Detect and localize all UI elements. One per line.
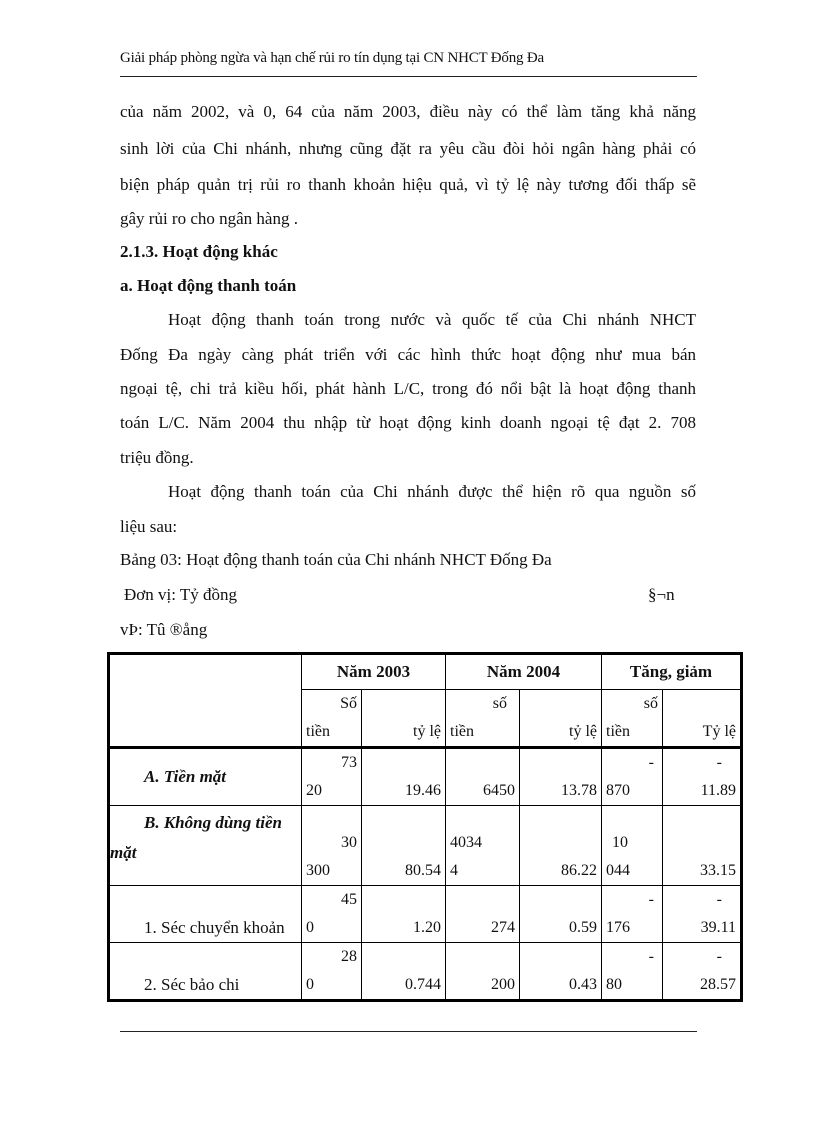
body-line: Hoạt động thanh toán trong nước và quốc tế của Chi nhánh NHCT bbox=[168, 310, 696, 329]
unit-label: Đơn vị: Tỷ đồng bbox=[124, 585, 238, 604]
running-header: Giải pháp phòng ngừa và hạn chế rủi ro tín dụng tại CN NHCT Đống Đa bbox=[120, 50, 544, 66]
subheader-amount-2004: số tiền bbox=[446, 690, 520, 748]
ratio-2003: 19.46 bbox=[362, 748, 446, 806]
ratio-change: - 39.11 bbox=[663, 886, 742, 943]
table-row bbox=[109, 886, 742, 943]
body-line: ngoại tệ, chi trả kiều hối, phát hành L/C, trong đó nổi bật là hoạt động thanh bbox=[120, 379, 696, 398]
ratio-2003: 0.744 bbox=[362, 943, 446, 1001]
unit-label-garbled-continued: vÞ: Tû ®ång bbox=[120, 620, 208, 639]
year-header-2004: Năm 2004 bbox=[446, 654, 602, 690]
unit-label-garbled: §¬n bbox=[648, 585, 675, 604]
ratio-change: - 28.57 bbox=[663, 943, 742, 1001]
subheader-ratio-2004: tỷ lệ bbox=[520, 690, 602, 748]
subheader-ratio-2003: tỷ lệ bbox=[362, 690, 446, 748]
body-line: Hoạt động thanh toán của Chi nhánh được thể hiện rõ qua nguồn số bbox=[168, 482, 696, 501]
year-header-change: Tăng, giảm bbox=[602, 654, 742, 690]
row-label: A. Tiền mặt bbox=[109, 748, 302, 806]
subheader-amount-2003: Số tiền bbox=[302, 690, 362, 748]
amount-2004: 4034 4 bbox=[446, 806, 520, 886]
body-line: liệu sau: bbox=[120, 517, 178, 536]
row-label: 1. Séc chuyển khoản bbox=[109, 886, 302, 943]
footer-rule bbox=[120, 1031, 697, 1032]
body-line: triệu đồng. bbox=[120, 448, 194, 467]
amount-2003: 73 20 bbox=[302, 748, 362, 806]
table-row bbox=[109, 806, 742, 886]
ratio-2004: 13.78 bbox=[520, 748, 602, 806]
header-rule bbox=[120, 76, 697, 77]
section-heading: 2.1.3. Hoạt động khác bbox=[120, 242, 278, 261]
amount-2004: 200 bbox=[446, 943, 520, 1001]
table-row bbox=[109, 943, 742, 1001]
year-header-2003: Năm 2003 bbox=[302, 654, 446, 690]
table-corner-cell bbox=[109, 654, 302, 748]
ratio-2004: 0.43 bbox=[520, 943, 602, 1001]
amount-2003: 30 300 bbox=[302, 806, 362, 886]
table-row bbox=[109, 748, 742, 806]
body-line: sinh lời của Chi nhánh, nhưng cũng đặt ra yêu cầu đòi hỏi ngân hàng phải có bbox=[120, 139, 696, 158]
payment-activity-table bbox=[107, 652, 743, 1002]
ratio-2003: 1.20 bbox=[362, 886, 446, 943]
body-line: Đống Đa ngày càng phát triển với các hình thức hoạt động như mua bán bbox=[120, 345, 696, 364]
amount-2003: 45 0 bbox=[302, 886, 362, 943]
row-label: B. Không dùng tiền mặt bbox=[109, 806, 302, 886]
amount-2003: 28 0 bbox=[302, 943, 362, 1001]
table-caption: Bảng 03: Hoạt động thanh toán của Chi nhánh NHCT Đống Đa bbox=[120, 550, 552, 569]
amount-change: 10 044 bbox=[602, 806, 663, 886]
amount-2004: 6450 bbox=[446, 748, 520, 806]
ratio-2003: 80.54 bbox=[362, 806, 446, 886]
body-line: biện pháp quản trị rủi ro thanh khoản hiệu quả, vì tỷ lệ này tương đối thấp sẽ bbox=[120, 175, 696, 194]
body-line: của năm 2002, và 0, 64 của năm 2003, điều này có thể làm tăng khả năng bbox=[120, 102, 696, 121]
row-label: 2. Séc bảo chi bbox=[109, 943, 302, 1001]
ratio-2004: 0.59 bbox=[520, 886, 602, 943]
ratio-change: 33.15 bbox=[663, 806, 742, 886]
subsection-heading: a. Hoạt động thanh toán bbox=[120, 276, 297, 295]
ratio-2004: 86.22 bbox=[520, 806, 602, 886]
subheader-ratio-change: Tỷ lệ bbox=[663, 690, 742, 748]
ratio-change: - 11.89 bbox=[663, 748, 742, 806]
amount-change: - 176 bbox=[602, 886, 663, 943]
body-line: toán L/C. Năm 2004 thu nhập từ hoạt động kinh doanh ngoại tệ đạt 2. 708 bbox=[120, 413, 696, 432]
amount-change: - 80 bbox=[602, 943, 663, 1001]
subheader-amount-change: số tiền bbox=[602, 690, 663, 748]
amount-change: - 870 bbox=[602, 748, 663, 806]
body-line: gây rủi ro cho ngân hàng . bbox=[120, 209, 298, 228]
amount-2004: 274 bbox=[446, 886, 520, 943]
